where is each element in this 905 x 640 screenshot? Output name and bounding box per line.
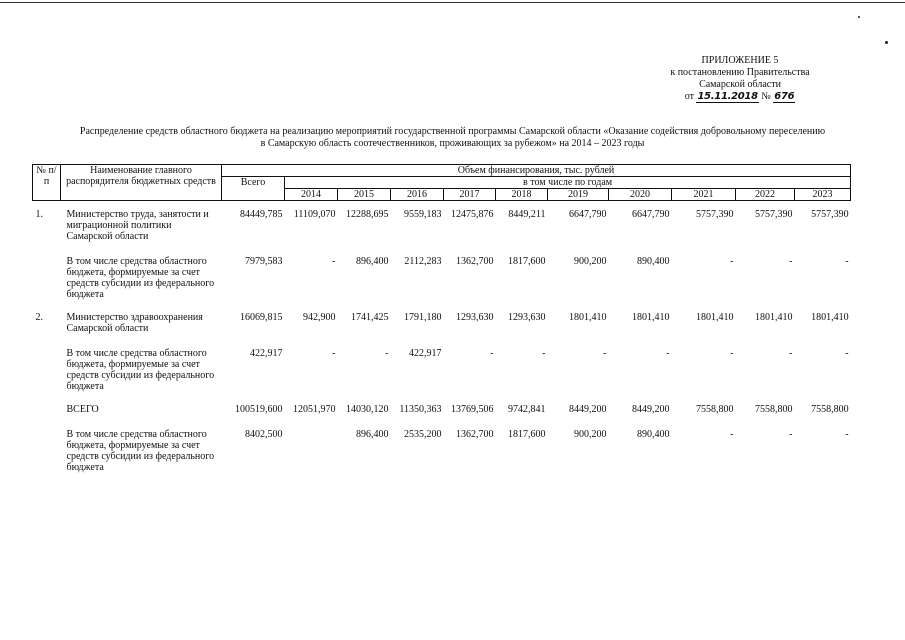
scan-speck	[885, 41, 888, 44]
value-total: 422,917	[250, 348, 283, 359]
value-year-2022: -	[789, 256, 793, 267]
value-year-2019: 900,200	[574, 429, 607, 440]
value-year-2015: 896,400	[356, 429, 389, 440]
decree-number: 676	[774, 91, 795, 102]
value-year-2022: 7558,800	[755, 404, 793, 415]
value-year-2021: -	[730, 429, 734, 440]
row-spacer	[33, 392, 851, 404]
value-year-2023: -	[845, 256, 849, 267]
header-year-2014: 2014	[285, 189, 338, 201]
value-total: 100519,600	[235, 404, 283, 415]
row-name: В том числе средства областного бюджета, формируемые за счет средств субсидии из федерального бюджета	[66, 348, 215, 392]
value-year-2018: 1293,630	[508, 312, 546, 323]
decree-date: 15.11.2018	[697, 91, 758, 102]
value-year-2014: 11109,070	[293, 209, 336, 220]
header-year-2021: 2021	[672, 189, 736, 201]
value-year-2020: 1801,410	[632, 312, 670, 323]
value-year-2014: 12051,970	[293, 404, 336, 415]
value-year-2020: 890,400	[637, 429, 670, 440]
row-name: ВСЕГО	[66, 404, 99, 415]
value-year-2016: 11350,363	[399, 404, 442, 415]
value-year-2017: 1293,630	[456, 312, 494, 323]
value-year-2018: 9742,841	[508, 404, 546, 415]
header-volume: Объем финансирования, тыс. рублей	[222, 165, 851, 177]
value-year-2016: 9559,183	[404, 209, 442, 220]
row-spacer	[33, 300, 851, 312]
appendix-label: ПРИЛОЖЕНИЕ 5	[701, 55, 779, 66]
value-year-2014: -	[332, 348, 336, 359]
header-year-2019: 2019	[548, 189, 609, 201]
value-year-2017: 12475,876	[451, 209, 494, 220]
value-total: 7979,583	[245, 256, 283, 267]
row-name: В том числе средства областного бюджета, формируемые за счет средств субсидии из федерального бюджета	[66, 256, 215, 300]
value-year-2021: 5757,390	[696, 209, 734, 220]
value-year-2023: -	[845, 348, 849, 359]
value-year-2017: -	[490, 348, 494, 359]
value-year-2018: 1817,600	[508, 429, 546, 440]
value-year-2022: 1801,410	[755, 312, 793, 323]
row-name: В том числе средства областного бюджета, формируемые за счет средств субсидии из федерального бюджета	[66, 429, 215, 473]
row-name: Министерство здравоохранения Самарской области	[66, 312, 203, 334]
value-year-2017: 1362,700	[456, 256, 494, 267]
scan-speck	[858, 16, 860, 18]
header-total: Всего	[222, 177, 285, 201]
value-year-2023: -	[845, 429, 849, 440]
value-year-2018: 8449,211	[508, 209, 546, 220]
value-year-2021: 1801,410	[696, 312, 734, 323]
value-year-2015: -	[385, 348, 389, 359]
value-year-2020: -	[666, 348, 670, 359]
row-number: 2.	[35, 312, 43, 323]
table-row	[33, 429, 851, 473]
value-year-2020: 6647,790	[632, 209, 670, 220]
table-row	[33, 404, 851, 415]
value-year-2014: -	[332, 256, 336, 267]
row-number	[33, 404, 61, 415]
title-line-1: Распределение средств областного бюджета на реализацию мероприятий государственной программы Самарской области «Оказание содействия добровольному переселению	[79, 126, 826, 137]
financing-table	[32, 164, 851, 473]
table-row	[33, 348, 851, 392]
header-year-2015: 2015	[338, 189, 391, 201]
header-by-years: в том числе по годам	[285, 177, 851, 189]
value-year-2023: 1801,410	[811, 312, 849, 323]
value-year-2015: 1741,425	[351, 312, 389, 323]
value-year-2015: 14030,120	[346, 404, 389, 415]
header-year-2020: 2020	[609, 189, 672, 201]
value-year-2016: 2535,200	[404, 429, 442, 440]
value-total: 8402,500	[245, 429, 283, 440]
value-year-2019: 6647,790	[569, 209, 607, 220]
row-name: Министерство труда, занятости и миграционной политики Самарской области	[66, 209, 209, 242]
header-year-2023: 2023	[795, 189, 851, 201]
value-year-2019: 900,200	[574, 256, 607, 267]
value-year-2015: 12288,695	[346, 209, 389, 220]
value-year-2014: 942,900	[303, 312, 336, 323]
row-spacer	[33, 201, 851, 210]
value-year-2020: 8449,200	[632, 404, 670, 415]
row-number: 1.	[35, 209, 43, 220]
row-spacer	[33, 242, 851, 256]
title-line-2: в Самарскую область соотечественников, проживающих за рубежом» на 2014 – 2023 годы	[260, 138, 645, 149]
document-title	[30, 126, 875, 150]
value-total: 84449,785	[240, 209, 283, 220]
appendix-date-line	[640, 91, 840, 103]
value-year-2021: -	[730, 348, 734, 359]
row-number	[33, 429, 61, 473]
table-body	[33, 201, 851, 474]
value-year-2018: 1817,600	[508, 256, 546, 267]
row-number	[33, 348, 61, 392]
value-year-2017: 13769,506	[451, 404, 494, 415]
number-sign: №	[761, 91, 771, 102]
value-year-2023: 7558,800	[811, 404, 849, 415]
header-year-2016: 2016	[391, 189, 444, 201]
from-label: от	[684, 91, 694, 102]
header-name: Наименование главного распорядителя бюджетных средств	[61, 165, 222, 201]
value-year-2019: 1801,410	[569, 312, 607, 323]
row-number	[33, 256, 61, 300]
value-year-2021: -	[730, 256, 734, 267]
value-year-2018: -	[542, 348, 546, 359]
table-row	[33, 312, 851, 334]
row-spacer	[33, 334, 851, 348]
table-row	[33, 209, 851, 242]
value-year-2022: 5757,390	[755, 209, 793, 220]
value-year-2020: 890,400	[637, 256, 670, 267]
value-year-2016: 422,917	[409, 348, 442, 359]
appendix-decree-line: к постановлению Правительства	[670, 67, 810, 78]
value-year-2022: -	[789, 429, 793, 440]
appendix-region-line: Самарской области	[699, 79, 781, 90]
header-year-2022: 2022	[736, 189, 795, 201]
header-year-2017: 2017	[444, 189, 496, 201]
top-border-line	[0, 2, 905, 3]
value-year-2017: 1362,700	[456, 429, 494, 440]
table-row	[33, 256, 851, 300]
value-year-2015: 896,400	[356, 256, 389, 267]
row-spacer	[33, 415, 851, 429]
value-year-2022: -	[789, 348, 793, 359]
value-year-2023: 5757,390	[811, 209, 849, 220]
value-total: 16069,815	[240, 312, 283, 323]
value-year-2016: 1791,180	[404, 312, 442, 323]
value-year-2019: -	[603, 348, 607, 359]
value-year-2016: 2112,283	[404, 256, 442, 267]
value-year-2021: 7558,800	[696, 404, 734, 415]
value-year-2014	[285, 429, 338, 473]
header-year-2018: 2018	[496, 189, 548, 201]
value-year-2019: 8449,200	[569, 404, 607, 415]
header-num: № п/п	[33, 165, 61, 201]
appendix-block	[640, 55, 840, 103]
